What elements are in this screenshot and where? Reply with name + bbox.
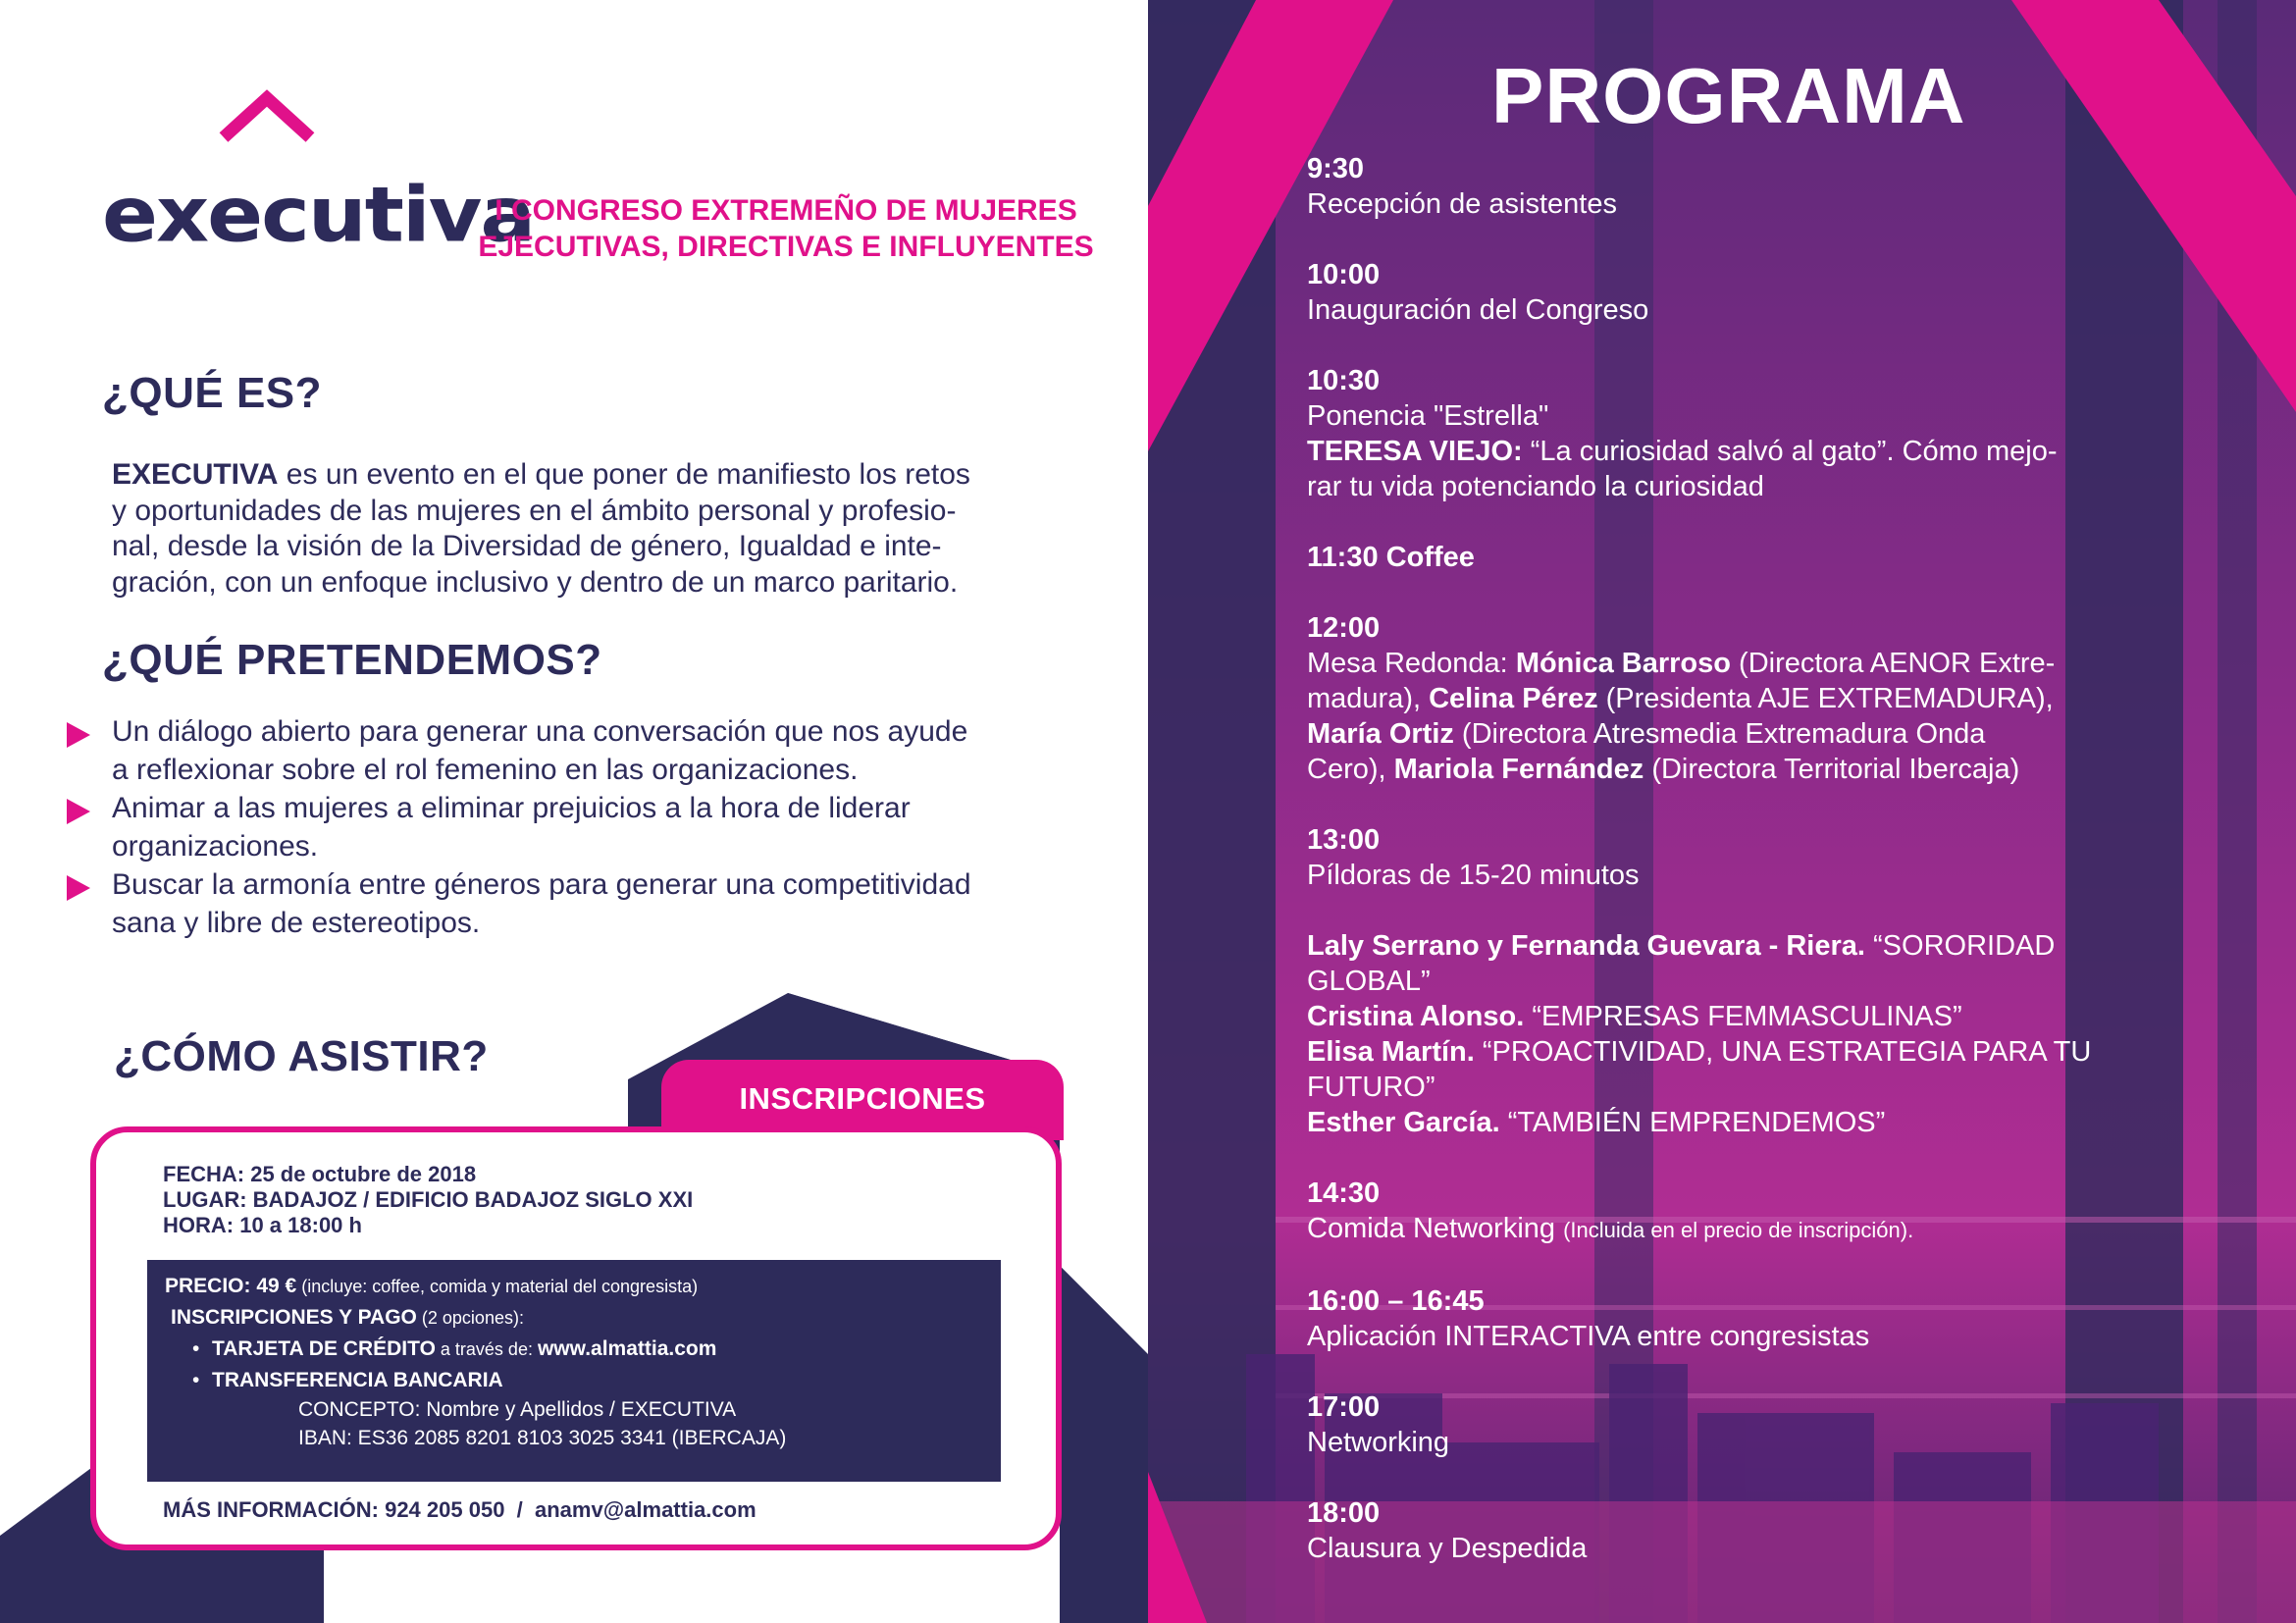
bullet-triangle-icon (67, 875, 90, 901)
payment-options-line: INSCRIPCIONES Y PAGO (2 opciones): (171, 1306, 524, 1329)
schedule-time: 16:00 – 16:45 (1307, 1285, 1485, 1317)
schedule-time: 14:30 (1307, 1178, 1381, 1209)
bank-transfer-option: • TRANSFERENCIA BANCARIA (165, 1365, 983, 1395)
que-es-paragraph (112, 457, 1054, 601)
schedule-item (1307, 257, 2180, 328)
event-place: LUGAR: BADAJOZ / EDIFICIO BADAJOZ SIGLO XXI (163, 1187, 694, 1212)
schedule-time: 18:00 (1307, 1497, 1381, 1529)
que-es-heading: ¿QUÉ ES? (102, 369, 323, 417)
schedule-text: Cero), Mariola Fernández (Directora Territorial Ibercaja) (1307, 754, 2020, 785)
congress-title (457, 192, 1115, 265)
schedule-item (1307, 822, 2180, 893)
goal-item: Animar a las mujeres a eliminar prejuicios a la hora de liderar organizaciones. (63, 789, 1083, 865)
schedule-text: Comida Networking (Incluida en el precio de inscripción). (1307, 1213, 1914, 1244)
que-pretendemos-heading: ¿QUÉ PRETENDEMOS? (102, 636, 602, 684)
schedule-text: Ponencia "Estrella" (1307, 400, 1549, 432)
schedule-time: 12:00 (1307, 612, 1381, 644)
schedule-text: Clausura y Despedida (1307, 1533, 1588, 1564)
schedule-text: Elisa Martín. “PROACTIVIDAD, UNA ESTRATEGIA PARA TU (1307, 1036, 2092, 1068)
schedule-text: Esther García. “TAMBIÉN EMPRENDEMOS” (1307, 1107, 1886, 1138)
bullet-triangle-icon (67, 722, 90, 748)
schedule-time: 11:30 Coffee (1307, 542, 1475, 573)
goal-item: Buscar la armonía entre géneros para generar una competitividad sana y libre de estereotipos. (63, 865, 1083, 942)
schedule-text: GLOBAL” (1307, 966, 1431, 997)
transfer-concept: CONCEPTO: Nombre y Apellidos / EXECUTIVA (298, 1398, 737, 1421)
goal-item: Un diálogo abierto para generar una conversación que nos ayude a reflexionar sobre el rol femenino en las organizaciones. (63, 712, 1083, 789)
que-es-line: gración, con un enfoque inclusivo y dentro de un marco paritario. (112, 565, 959, 599)
schedule-text: Píldoras de 15-20 minutos (1307, 860, 1640, 891)
right-panel (1148, 0, 2296, 1623)
congress-title-line-1: I CONGRESO EXTREMEÑO DE MUJERES (495, 194, 1077, 227)
schedule-time: 13:00 (1307, 824, 1381, 856)
inscripciones-tab: INSCRIPCIONES (661, 1060, 1064, 1140)
schedule-item (1307, 151, 2180, 222)
schedule (1307, 151, 2180, 1601)
schedule-text: María Ortiz (Directora Atresmedia Extremadura Onda (1307, 718, 1986, 750)
schedule-text: FUTURO” (1307, 1072, 1435, 1103)
schedule-time: 17:00 (1307, 1391, 1381, 1423)
schedule-text: Cristina Alonso. “EMPRESAS FEMMASCULINAS” (1307, 1001, 1962, 1032)
schedule-text: Laly Serrano y Fernanda Guevara - Riera. “SORORIDAD (1307, 930, 2056, 962)
schedule-item (1307, 928, 2180, 1140)
schedule-item (1307, 1176, 2180, 1248)
payment-box (147, 1260, 1001, 1482)
que-es-lead: EXECUTIVA (112, 458, 279, 491)
credit-card-option: • TARJETA DE CRÉDITO a través de: www.almattia.com (165, 1334, 983, 1365)
schedule-time: 9:30 (1307, 153, 1365, 184)
que-es-line: EXECUTIVA es un evento en el que poner de manifiesto los retos (112, 458, 970, 491)
schedule-item (1307, 540, 2180, 575)
schedule-time: 10:30 (1307, 365, 1381, 396)
price-line: PRECIO: 49 € (incluye: coffee, comida y material del congresista) (165, 1275, 699, 1297)
que-es-line: y oportunidades de las mujeres en el ámbito personal y profesio- (112, 494, 957, 527)
schedule-text: TERESA VIEJO: “La curiosidad salvó al gato”. Cómo mejo- (1307, 436, 2058, 467)
como-asistir-heading: ¿CÓMO ASISTIR? (114, 1032, 489, 1080)
logo-chevron-icon (218, 84, 316, 143)
bullet-triangle-icon (67, 799, 90, 824)
congress-title-line-2: EJECUTIVAS, DIRECTIVAS E INFLUYENTES (478, 231, 1094, 263)
goals-list (63, 712, 1083, 942)
event-date: FECHA: 25 de octubre de 2018 (163, 1162, 477, 1186)
schedule-text: Recepción de asistentes (1307, 188, 1617, 220)
schedule-text: Aplicación INTERACTIVA entre congresistas (1307, 1321, 1870, 1352)
schedule-item (1307, 1283, 2180, 1354)
schedule-item (1307, 363, 2180, 504)
que-es-line: nal, desde la visión de la Diversidad de género, Igualdad e inte- (112, 530, 942, 562)
more-info-contact: MÁS INFORMACIÓN: 924 205 050 / anamv@almattia.com (163, 1497, 757, 1522)
schedule-text: madura), Celina Pérez (Presidenta AJE EXTREMADURA), (1307, 683, 2054, 714)
programa-title: PROGRAMA (1491, 52, 1966, 139)
schedule-item (1307, 1389, 2180, 1460)
schedule-text: Inauguración del Congreso (1307, 294, 1649, 326)
brand-logo: executiva (102, 170, 535, 259)
schedule-text: rar tu vida potenciando la curiosidad (1307, 471, 1764, 502)
schedule-time: 10:00 (1307, 259, 1381, 290)
event-details (163, 1162, 693, 1238)
schedule-item (1307, 610, 2180, 787)
transfer-iban: IBAN: ES36 2085 8201 8103 3025 3341 (IBERCAJA) (298, 1427, 787, 1449)
event-time: HORA: 10 a 18:00 h (163, 1213, 362, 1237)
schedule-text: Mesa Redonda: Mónica Barroso (Directora AENOR Extre- (1307, 648, 2056, 679)
schedule-item (1307, 1495, 2180, 1566)
schedule-text: Networking (1307, 1427, 1450, 1458)
registration-link[interactable]: www.almattia.com (537, 1337, 717, 1360)
